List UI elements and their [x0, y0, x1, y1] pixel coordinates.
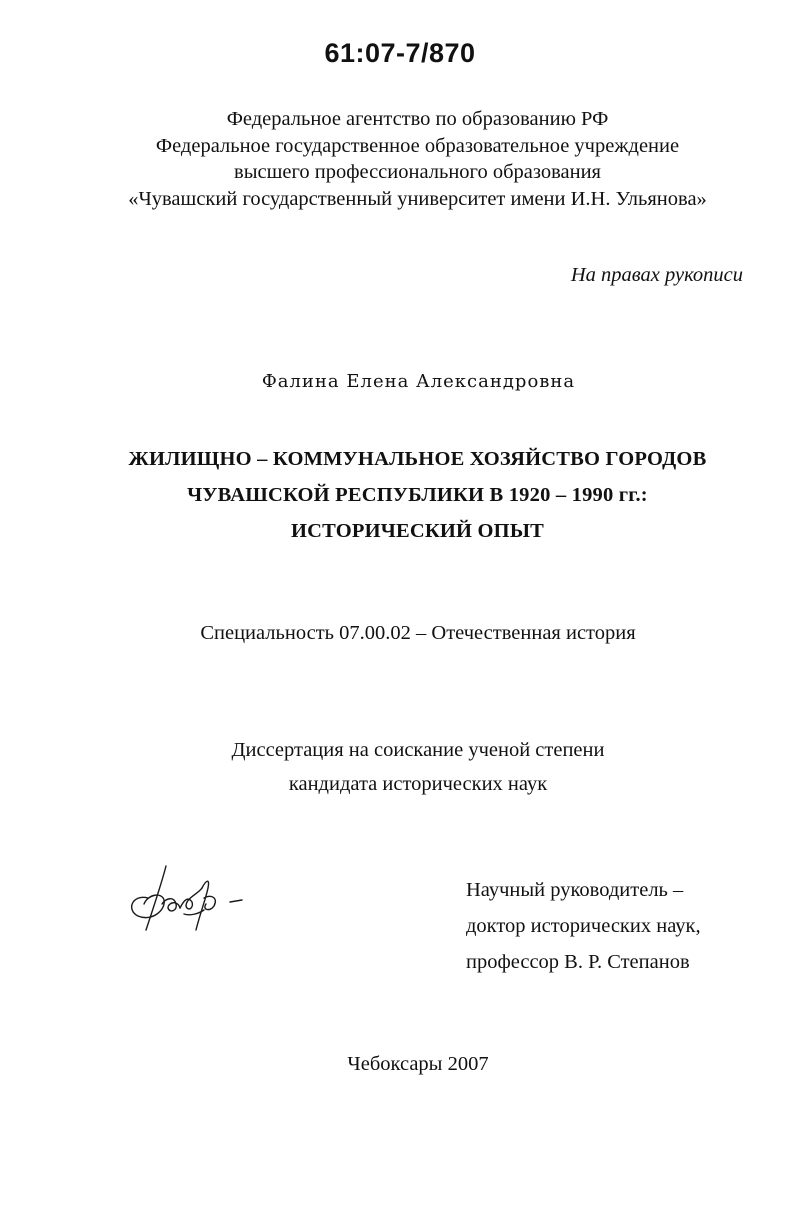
institution-header [80, 106, 755, 212]
degree-statement [0, 733, 795, 801]
title-line: ЧУВАШСКОЙ РЕСПУБЛИКИ В 1920 – 1990 гг.: [187, 484, 648, 506]
city-year: Чебоксары 2007 [347, 1053, 489, 1075]
rights-note: На правах рукописи [570, 264, 743, 286]
degree-line: Диссертация на соискание ученой степени [231, 739, 605, 761]
specialty-line: Специальность 07.00.02 – Отечественная история [200, 622, 636, 644]
supervisor-line: Научный руководитель – [466, 879, 684, 901]
institution-line: Федеральное агентство по образованию РФ [226, 108, 609, 130]
supervisor-line: профессор В. Р. Степанов [466, 951, 690, 973]
institution-line: Федеральное государственное образовательное учреждение [155, 134, 680, 157]
title-line: ЖИЛИЩНО – КОММУНАЛЬНОЕ ХОЗЯЙСТВО ГОРОДОВ [128, 448, 707, 470]
supervisor-block [466, 872, 701, 980]
degree-line: кандидата исторических наук [288, 773, 548, 795]
institution-line: «Чувашский государственный университет имени И.Н. Ульянова» [128, 187, 707, 210]
author-name: Фалина Елена Александровна [261, 371, 576, 392]
institution-line: высшего профессионального образования [234, 161, 601, 183]
catalog-stamp: 61:07-7/870 [324, 38, 476, 68]
handwritten-signature [118, 858, 258, 938]
supervisor-line: доктор исторических наук, [466, 915, 701, 937]
dissertation-title [60, 441, 775, 549]
title-line: ИСТОРИЧЕСКИЙ ОПЫТ [290, 520, 545, 542]
